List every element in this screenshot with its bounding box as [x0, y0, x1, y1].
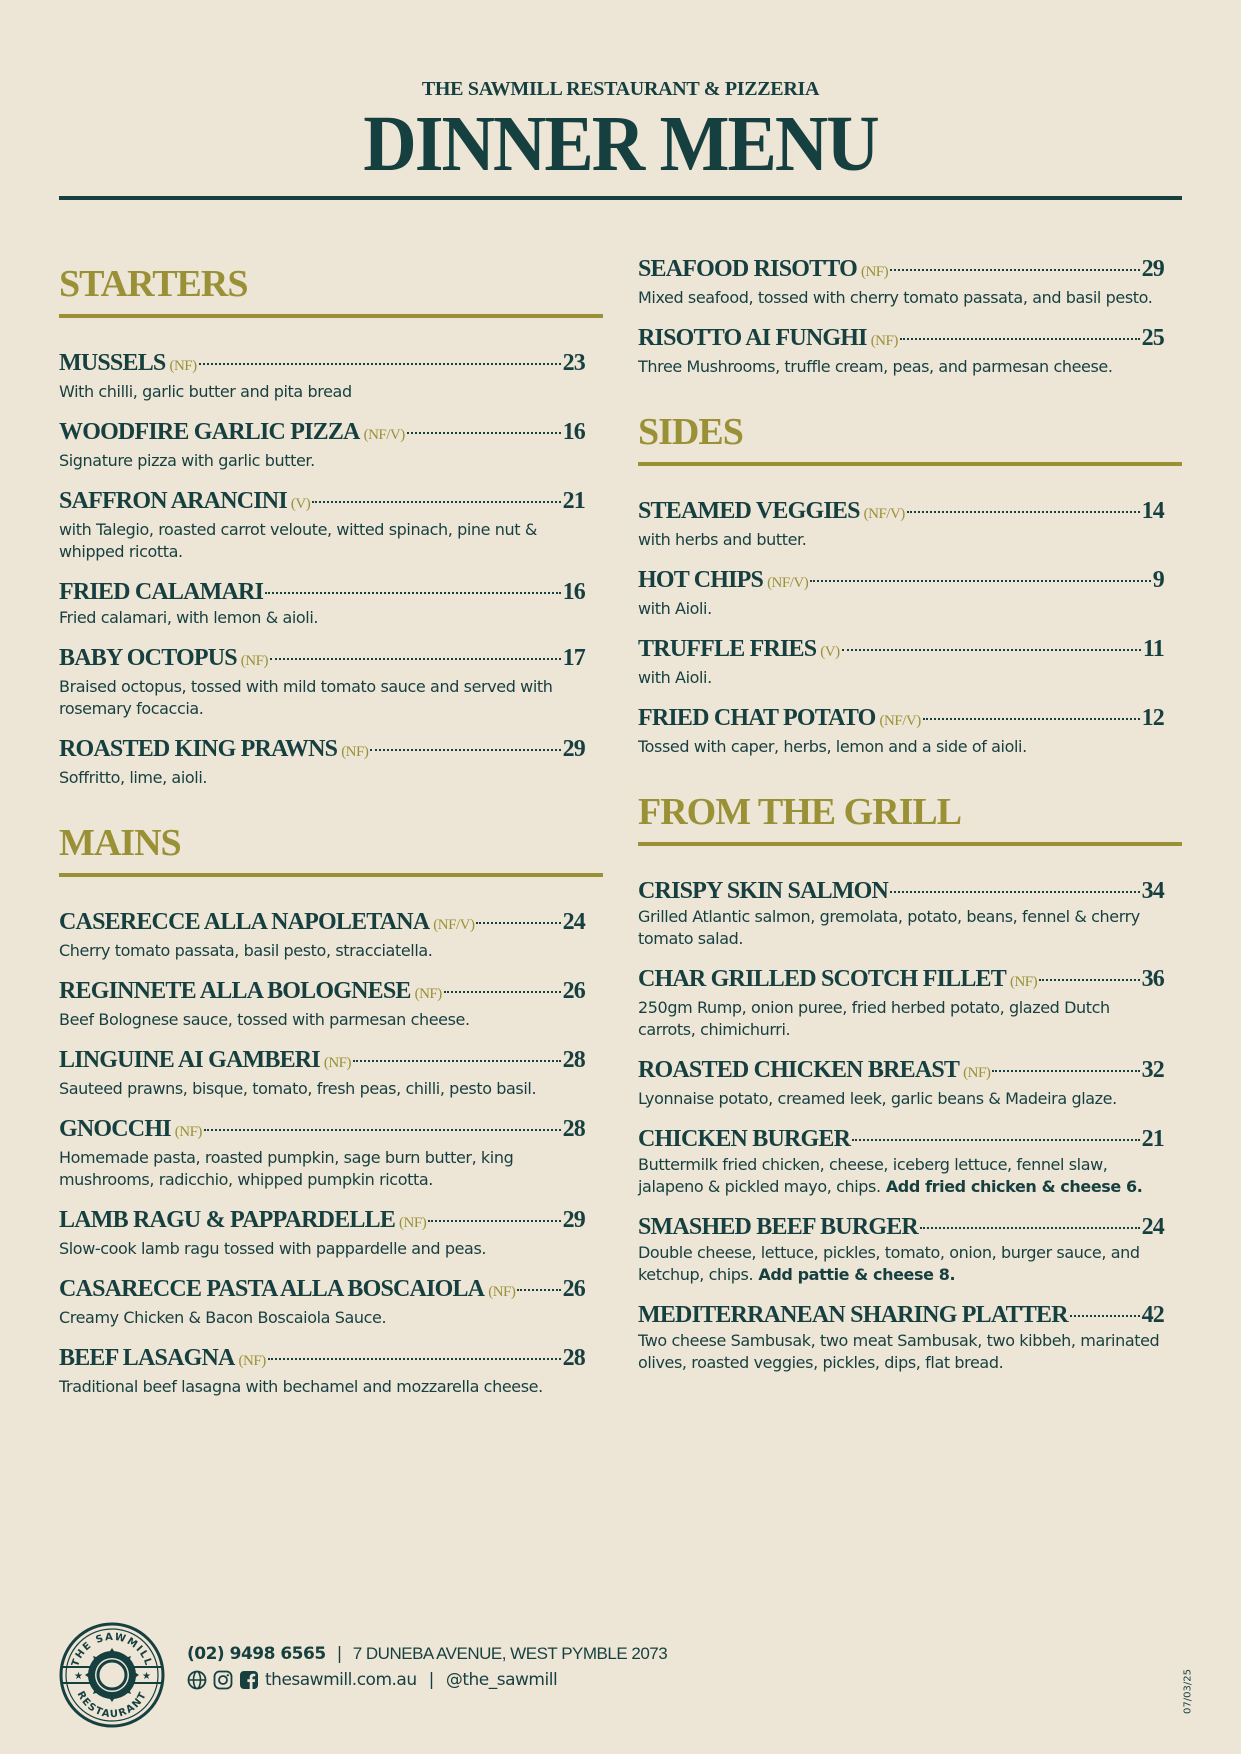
- item-name: CASARECCE PASTA ALLA BOSCAIOLA: [59, 1276, 485, 1302]
- instagram-icon[interactable]: [213, 1670, 233, 1690]
- dietary-tag: (NF): [341, 744, 369, 760]
- dietary-tag: (NF): [238, 1353, 266, 1369]
- item-description: Buttermilk fried chicken, cheese, iceberg lettuce, fennel slaw, jalapeno & pickled mayo, chips. Add fried chicken & cheese 6.: [638, 1155, 1143, 1196]
- item-description: with Talegio, roasted carrot veloute, witted spinach, pine nut & whipped ricotta.: [59, 520, 537, 561]
- item-description: Homemade pasta, roasted pumpkin, sage burn butter, king mushrooms, radicchio, whipped pumpkin ricotta.: [59, 1148, 514, 1189]
- item-addon: Add fried chicken & cheese 6.: [880, 1177, 1143, 1196]
- left-column: [59, 262, 603, 1412]
- dot-leader: [444, 991, 561, 993]
- item-description: 250gm Rump, onion puree, fried herbed potato, glazed Dutch carrots, chimichurri.: [638, 998, 1110, 1039]
- dot-leader: [900, 338, 1140, 340]
- item-name: FRIED CHAT POTATO: [638, 705, 876, 731]
- dot-leader: [852, 1139, 1139, 1141]
- item-price: 11: [1142, 636, 1164, 662]
- globe-icon[interactable]: [187, 1670, 207, 1690]
- dietary-tag: (NF): [860, 264, 889, 280]
- dot-leader: [842, 649, 1141, 651]
- item-description: Sauteed prawns, bisque, tomato, fresh peas, chilli, pesto basil.: [59, 1079, 537, 1098]
- menu-item: [59, 734, 585, 789]
- section-title-grill: FROM THE GRILL: [638, 791, 962, 833]
- dot-leader: [810, 580, 1151, 582]
- item-name: BEEF LASAGNA: [59, 1345, 235, 1371]
- dietary-tag: (NF): [870, 333, 898, 349]
- menu-item: [59, 1205, 585, 1260]
- item-price: 32: [1141, 1057, 1164, 1083]
- item-description: Lyonnaise potato, creamed leek, garlic beans & Madeira glaze.: [638, 1089, 1117, 1108]
- item-description: Traditional beef lasagna with bechamel and mozzarella cheese.: [59, 1377, 543, 1396]
- dietary-tag: (NF): [963, 1065, 991, 1081]
- item-name: REGINNETE ALLA BOLOGNESE: [59, 978, 411, 1004]
- item-description: Soffritto, lime, aioli.: [59, 768, 208, 787]
- item-name: MUSSELS: [59, 350, 166, 376]
- dot-leader: [1039, 979, 1139, 981]
- item-price: 17: [562, 645, 585, 671]
- menu-item: [59, 577, 585, 629]
- dot-leader: [476, 922, 560, 924]
- separator: |: [336, 1644, 342, 1664]
- menu-item: [638, 496, 1164, 551]
- menu-item: [59, 417, 585, 472]
- menu-item: [59, 1274, 585, 1329]
- item-price: 28: [562, 1345, 585, 1371]
- starters-list: [59, 348, 603, 789]
- sawmill-logo-icon: [59, 1622, 165, 1728]
- menu-item: [59, 1045, 585, 1100]
- item-price: 12: [1141, 705, 1164, 731]
- item-name: RISOTTO AI FUNGHI: [638, 325, 867, 351]
- dietary-tag: (NF): [414, 986, 442, 1002]
- item-addon: Add pattie & cheese 8.: [753, 1265, 956, 1284]
- menu-item: [638, 1055, 1164, 1110]
- item-price: 34: [1141, 878, 1164, 904]
- menu-item: [59, 643, 585, 720]
- menu-item: [59, 976, 585, 1031]
- social-line: [187, 1670, 557, 1690]
- dietary-tag: (NF): [174, 1124, 202, 1140]
- section-title-starters: STARTERS: [59, 263, 248, 305]
- item-description: with herbs and butter.: [638, 530, 807, 549]
- dietary-tag: (NF/V): [767, 575, 809, 591]
- menu-item: [59, 1343, 585, 1398]
- menu-item: [638, 565, 1164, 620]
- item-name: ROASTED KING PRAWNS: [59, 736, 338, 762]
- item-description: with Aioli.: [638, 668, 712, 687]
- item-name: ROASTED CHICKEN BREAST: [638, 1057, 960, 1083]
- item-name: LINGUINE AI GAMBERI: [59, 1047, 320, 1073]
- item-name: FRIED CALAMARI: [59, 579, 264, 605]
- dietary-tag: (NF): [240, 653, 268, 669]
- dot-leader: [353, 1060, 561, 1062]
- item-name: CHICKEN BURGER: [638, 1126, 851, 1152]
- dot-leader: [268, 1358, 561, 1360]
- item-price: 42: [1141, 1302, 1164, 1328]
- menu-item: [59, 348, 585, 403]
- dot-leader: [265, 592, 560, 594]
- item-price: 14: [1141, 498, 1164, 524]
- dietary-tag: (NF/V): [433, 917, 475, 933]
- svg-text:★: ★: [142, 1671, 151, 1682]
- dot-leader: [1070, 1315, 1140, 1317]
- item-price: 16: [562, 419, 585, 445]
- menu-item: [638, 964, 1164, 1041]
- phone-number[interactable]: (02) 9498 6565: [187, 1644, 326, 1664]
- dietary-tag: (NF/V): [863, 506, 905, 522]
- grill-list: [638, 876, 1182, 1374]
- item-name: CHAR GRILLED SCOTCH FILLET: [638, 966, 1006, 992]
- dot-leader: [890, 269, 1139, 271]
- restaurant-name: THE SAWMILL RESTAURANT & PIZZERIA: [421, 78, 820, 100]
- dietary-tag: (NF): [488, 1284, 516, 1300]
- dietary-tag: (NF/V): [363, 427, 405, 443]
- dietary-tag: (NF): [323, 1055, 352, 1071]
- item-description: With chilli, garlic butter and pita bread: [59, 382, 352, 401]
- item-name: TRUFFLE FRIES: [638, 636, 817, 662]
- dot-leader: [428, 1220, 560, 1222]
- item-description: Beef Bolognese sauce, tossed with parmesan cheese.: [59, 1010, 470, 1029]
- sides-list: [638, 496, 1182, 758]
- item-price: 26: [562, 978, 585, 1004]
- item-name: HOT CHIPS: [638, 567, 764, 593]
- dot-leader: [370, 749, 560, 751]
- section-divider: [59, 314, 603, 318]
- dot-leader: [920, 1227, 1140, 1229]
- item-price: 28: [562, 1047, 585, 1073]
- dot-leader: [992, 1070, 1139, 1072]
- item-price: 25: [1141, 325, 1164, 351]
- social-handle[interactable]: @the_sawmill: [445, 1670, 558, 1690]
- menu-item: [59, 486, 585, 563]
- mains-continued-list: [638, 254, 1182, 378]
- print-date: 07/03/25: [1182, 1669, 1194, 1714]
- dietary-tag: (NF/V): [879, 713, 921, 729]
- item-name: SEAFOOD RISOTTO: [638, 256, 857, 282]
- item-description: Cherry tomato passata, basil pesto, stracciatella.: [59, 941, 433, 960]
- dot-leader: [923, 718, 1140, 720]
- section-title-sides: SIDES: [638, 411, 743, 453]
- item-description: with Aioli.: [638, 599, 712, 618]
- menu-item: [638, 634, 1164, 689]
- item-price: 21: [562, 488, 585, 514]
- item-price: 24: [1141, 1214, 1164, 1240]
- svg-text:★: ★: [74, 1671, 83, 1682]
- item-price: 21: [1141, 1126, 1164, 1152]
- menu-item: [59, 1114, 585, 1191]
- dot-leader: [517, 1289, 560, 1291]
- dietary-tag: (V): [820, 644, 840, 660]
- website-link[interactable]: thesawmill.com.au: [265, 1670, 417, 1690]
- item-description: Creamy Chicken & Bacon Boscaiola Sauce.: [59, 1308, 387, 1327]
- menu-item: [638, 1212, 1164, 1286]
- item-price: 28: [562, 1116, 585, 1142]
- item-name: CASERECCE ALLA NAPOLETANA: [59, 909, 430, 935]
- menu-item: [638, 1124, 1164, 1198]
- item-name: MEDITERRANEAN SHARING PLATTER: [638, 1302, 1068, 1328]
- item-price: 26: [562, 1276, 585, 1302]
- contact-line: [187, 1644, 667, 1664]
- item-price: 29: [562, 1207, 585, 1233]
- svg-text:RESTAURANT: RESTAURANT: [74, 1689, 150, 1721]
- menu-item: [638, 323, 1164, 378]
- facebook-icon[interactable]: [239, 1670, 259, 1690]
- menu-item: [638, 1300, 1164, 1374]
- dot-leader: [407, 432, 561, 434]
- item-description: Double cheese, lettuce, pickles, tomato, onion, burger sauce, and ketchup, chips. Add pattie & cheese 8.: [638, 1243, 1140, 1284]
- mains-list: [59, 907, 603, 1398]
- svg-text:THE SAWMILL: THE SAWMILL: [70, 1631, 154, 1669]
- item-name: LAMB RAGU & PAPPARDELLE: [59, 1207, 396, 1233]
- item-name: WOODFIRE GARLIC PIZZA: [59, 419, 360, 445]
- item-description: Braised octopus, tossed with mild tomato sauce and served with rosemary focaccia.: [59, 677, 553, 718]
- separator: |: [428, 1670, 434, 1690]
- item-name: BABY OCTOPUS: [59, 645, 237, 671]
- page-title: DINNER MENU: [363, 99, 878, 189]
- item-price: 36: [1141, 966, 1164, 992]
- item-price: 29: [562, 736, 585, 762]
- item-price: 16: [562, 579, 585, 605]
- dot-leader: [199, 363, 561, 365]
- item-price: 9: [1152, 567, 1164, 593]
- dot-leader: [907, 511, 1140, 513]
- item-price: 24: [562, 909, 585, 935]
- item-description: Three Mushrooms, truffle cream, peas, and parmesan cheese.: [638, 357, 1113, 376]
- dietary-tag: (NF): [1009, 974, 1038, 990]
- menu-item: [59, 907, 585, 962]
- section-divider: [59, 873, 603, 877]
- dietary-tag: (NF): [399, 1215, 427, 1231]
- right-column: [638, 254, 1182, 1388]
- item-description: Grilled Atlantic salmon, gremolata, potato, beans, fennel & cherry tomato salad.: [638, 907, 1140, 948]
- menu-item: [638, 876, 1164, 950]
- item-price: 23: [562, 350, 585, 376]
- section-divider: [638, 462, 1182, 466]
- item-name: SAFFRON ARANCINI: [59, 488, 287, 514]
- item-price: 29: [1141, 256, 1164, 282]
- item-name: STEAMED VEGGIES: [638, 498, 860, 524]
- item-description: Two cheese Sambusak, two meat Sambusak, two kibbeh, marinated olives, roasted veggies, pickles, dips, flat bread.: [638, 1331, 1160, 1372]
- dot-leader: [270, 658, 561, 660]
- item-name: GNOCCHI: [59, 1116, 171, 1142]
- item-description: Mixed seafood, tossed with cherry tomato passata, and basil pesto.: [638, 288, 1153, 307]
- dot-leader: [890, 891, 1140, 893]
- dietary-tag: (V): [290, 496, 311, 512]
- item-name: CRISPY SKIN SALMON: [638, 878, 889, 904]
- item-description: Signature pizza with garlic butter.: [59, 451, 315, 470]
- section-title-mains: MAINS: [59, 822, 181, 864]
- dot-leader: [312, 501, 560, 503]
- address: 7 DUNEBA AVENUE, WEST PYMBLE 2073: [352, 1644, 668, 1663]
- dietary-tag: (NF): [169, 358, 197, 374]
- item-description: Fried calamari, with lemon & aioli.: [59, 608, 319, 627]
- item-description: Tossed with caper, herbs, lemon and a side of aioli.: [638, 737, 1027, 756]
- menu-item: [638, 254, 1164, 309]
- dot-leader: [204, 1129, 561, 1131]
- header-divider: [59, 196, 1182, 200]
- item-description: Slow-cook lamb ragu tossed with pappardelle and peas.: [59, 1239, 487, 1258]
- section-divider: [638, 842, 1182, 846]
- menu-item: [638, 703, 1164, 758]
- item-name: SMASHED BEEF BURGER: [638, 1214, 918, 1240]
